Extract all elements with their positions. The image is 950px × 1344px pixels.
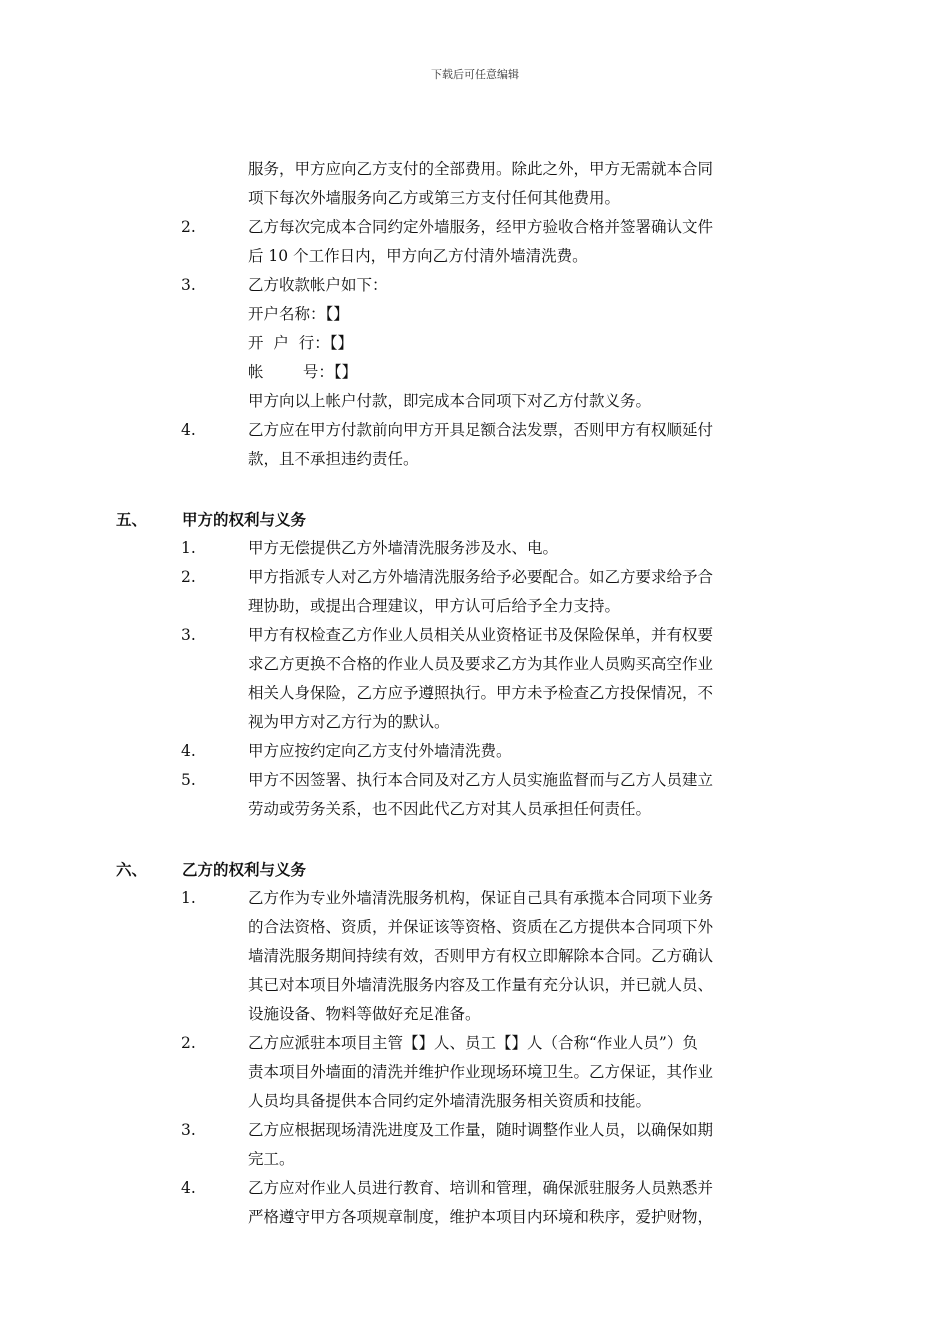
text-line: 甲方无偿提供乙方外墙清洗服务涉及水、电。 — [248, 539, 559, 557]
text-line: 理协助，或提出合理建议，甲方认可后给予全力支持。 — [248, 597, 621, 615]
list-item — [0, 621, 950, 737]
text-line: 完工。 — [248, 1150, 295, 1168]
text-line: 相关人身保险，乙方应予遵照执行。甲方未予检查乙方投保情况，不 — [248, 684, 714, 702]
list-item — [0, 271, 950, 416]
text-line: 甲方有权检查乙方作业人员相关从业资格证书及保险保单，并有权要 — [248, 626, 714, 644]
item-number: 3. — [181, 1121, 196, 1139]
text-line: 视为甲方对乙方行为的默认。 — [248, 713, 450, 731]
list-item — [0, 1029, 950, 1116]
item-number: 4. — [181, 742, 196, 760]
account-number-line: 帐 号：【】 — [248, 363, 358, 381]
text-line: 的合法资格、资质，并保证该等资格、资质在乙方提供本合同项下外 — [248, 918, 714, 936]
list-item — [0, 213, 950, 271]
item-number: 1. — [181, 889, 196, 907]
text-line: 墙清洗服务期间持续有效，否则甲方有权立即解除本合同。乙方确认 — [248, 947, 714, 965]
text-line: 乙方作为专业外墙清洗服务机构，保证自己具有承揽本合同项下业务 — [248, 889, 714, 907]
text-line: 乙方每次完成本合同约定外墙服务，经甲方验收合格并签署确认文件 — [248, 218, 714, 236]
item-number: 4. — [181, 1179, 196, 1197]
text-line: 甲方应按约定向乙方支付外墙清洗费。 — [248, 742, 512, 760]
text-line: 乙方应根据现场清洗进度及工作量，随时调整作业人员，以确保如期 — [248, 1121, 714, 1139]
text-line: 甲方向以上帐户付款，即完成本合同项下对乙方付款义务。 — [248, 392, 652, 410]
text-line: 严格遵守甲方各项规章制度，维护本项目内环境和秩序，爱护财物， — [248, 1208, 714, 1226]
text-line: 设施设备、物料等做好充足准备。 — [248, 1005, 481, 1023]
section-heading-6 — [0, 855, 950, 884]
text-line: 乙方收款帐户如下： — [248, 276, 388, 294]
item-number: 4. — [181, 421, 196, 439]
item-number: 2. — [181, 1034, 196, 1052]
text-line: 后 10 个工作日内，甲方向乙方付清外墙清洗费。 — [248, 247, 588, 265]
list-item — [0, 884, 950, 1029]
list-item — [0, 737, 950, 766]
list-item — [0, 1174, 950, 1232]
text-line: 人员均具备提供本合同约定外墙清洗服务相关资质和技能。 — [248, 1092, 652, 1110]
item-number: 2. — [181, 218, 196, 236]
section-number: 五、 — [116, 510, 148, 529]
text-line: 责本项目外墙面的清洗并维护作业现场环境卫生。乙方保证，其作业 — [248, 1063, 714, 1081]
list-item — [0, 416, 950, 474]
account-bank-line: 开 户 行：【】 — [248, 334, 353, 352]
text-line: 甲方不因签署、执行本合同及对乙方人员实施监督而与乙方人员建立 — [248, 771, 714, 789]
text-line: 乙方应对作业人员进行教育、培训和管理，确保派驻服务人员熟悉并 — [248, 1179, 714, 1197]
item-number: 3. — [181, 626, 196, 644]
item-number: 1. — [181, 539, 196, 557]
list-item — [0, 534, 950, 563]
text-line: 项下每次外墙服务向乙方或第三方支付任何其他费用。 — [248, 189, 621, 207]
document-body — [0, 155, 950, 1232]
section-title: 甲方的权利与义务 — [182, 510, 307, 529]
text-line: 求乙方更换不合格的作业人员及要求乙方为其作业人员购买高空作业 — [248, 655, 714, 673]
section-heading-5 — [0, 505, 950, 534]
item-number: 5. — [181, 771, 196, 789]
section-number: 六、 — [116, 860, 148, 879]
list-item — [0, 563, 950, 621]
text-line: 甲方指派专人对乙方外墙清洗服务给予必要配合。如乙方要求给予合 — [248, 568, 714, 586]
account-name-line: 开户名称：【】 — [248, 305, 349, 323]
text-line: 其已对本项目外墙清洗服务内容及工作量有充分认识，并已就人员、 — [248, 976, 714, 994]
section-title: 乙方的权利与义务 — [182, 860, 307, 879]
item-number: 2. — [181, 568, 196, 586]
continuation-paragraph — [0, 155, 950, 213]
text-line: 乙方应在甲方付款前向甲方开具足额合法发票，否则甲方有权顺延付 — [248, 421, 714, 439]
item-number: 3. — [181, 276, 196, 294]
list-item — [0, 766, 950, 824]
page-header: 下载后可任意编辑 — [431, 68, 519, 81]
text-line: 服务，甲方应向乙方支付的全部费用。除此之外，甲方无需就本合同 — [248, 160, 714, 178]
text-line: 乙方应派驻本项目主管【】人、员工【】人（合称“作业人员”）负 — [248, 1034, 698, 1052]
list-item — [0, 1116, 950, 1174]
text-line: 劳动或劳务关系，也不因此代乙方对其人员承担任何责任。 — [248, 800, 652, 818]
text-line: 款，且不承担违约责任。 — [248, 450, 419, 468]
